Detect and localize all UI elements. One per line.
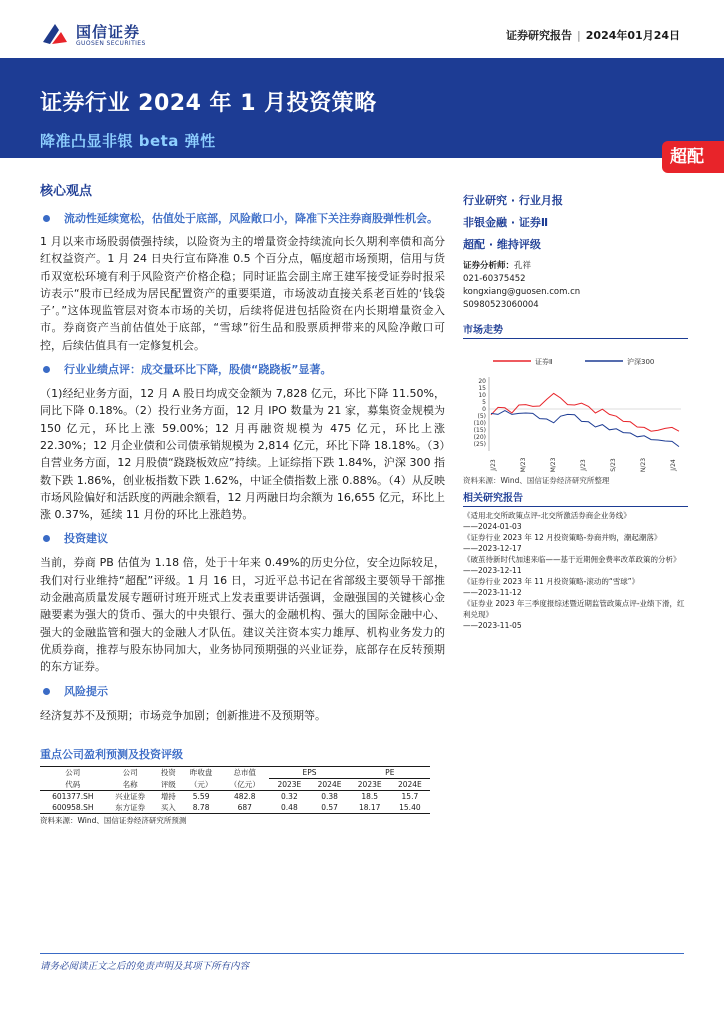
table-cell: 18.5 — [361, 792, 379, 801]
table-cell: 600958.SH — [40, 802, 106, 814]
table-cell: 15.40 — [390, 802, 430, 814]
table-header-cell: 名称 — [106, 779, 155, 791]
table-cell: 601377.SH — [52, 792, 94, 801]
y-tick-label: 0 — [482, 406, 486, 413]
table-cell: 0.32 — [281, 792, 298, 801]
top-bar — [0, 0, 724, 58]
table-header-cell: 2024E — [309, 779, 349, 791]
table-cell: 482.8 — [234, 792, 256, 801]
paragraph-advice: 当前，券商 PB 估值为 1.18 倍，处于十年来 0.49%的历史分位，安全边际较足，我们对行业维持“超配”评级。1 月 16 日，习近平总书记在省部级主要领导干部推动金融高质量发展专题研讨班开班式上发表重要讲话强调，金融强国的关键核心金融要素为强大的货币、强大的中央银行、强大的金融机构、强大的国际金融中心、强大的金融监管和强大的金融人才队伍。建议关注资本实力雄厚、机构业务发力的优质券商，推荐与股东协同加大，业务协同预期强的兴业证券，底部存在反转预期的东方证券。 — [40, 556, 445, 674]
related-reports-title: 相关研究报告 — [463, 493, 523, 504]
analyst-license: S0980523060004 — [463, 300, 539, 310]
report-date: 2024年01月24日 — [585, 29, 680, 42]
table-cell: 0.48 — [269, 802, 309, 814]
table-cell: 8.78 — [182, 802, 220, 814]
related-report-item[interactable]: 《破茧待新时代加速来临——基于近期佣金费率改革政策的分析》 ——2023-12-11 — [463, 555, 681, 575]
table-header-cell: 2023E — [269, 779, 309, 791]
table-header-cell: （元） — [182, 779, 220, 791]
table-header-cell: 2024E — [390, 779, 430, 791]
market-trend-title: 市场走势 — [463, 325, 503, 336]
related-reports-rule — [463, 506, 688, 507]
table-cell: 兴业证券 — [115, 792, 146, 801]
x-tick-label: M/23 — [520, 457, 527, 473]
table-cell: 0.38 — [321, 792, 338, 801]
paragraph-risk: 经济复苏不及预期；市场竞争加剧；创新推进不及预期等。 — [40, 708, 326, 722]
logo-english: GUOSEN SECURITIES — [76, 40, 146, 47]
bullet-dot-icon — [43, 215, 50, 222]
y-tick-label: 20 — [478, 378, 486, 385]
x-tick-label: N/23 — [640, 457, 647, 473]
related-report-item[interactable]: 《证券业 2023 年三季度报综述暨近期监管政策点评-业绩下滑，红利兑现》 ——2023-11-05 — [463, 599, 685, 630]
x-tick-label: S/23 — [610, 458, 617, 472]
sidebar — [463, 190, 688, 631]
y-tick-label: 5 — [482, 399, 486, 406]
table-cell: 5.59 — [192, 792, 210, 801]
y-tick-label: (10) — [473, 420, 486, 427]
tag-sector: 非银金融 · 证券Ⅱ — [463, 216, 549, 229]
table-cell: 15.7 — [401, 792, 419, 801]
y-tick-label: (5) — [477, 413, 486, 420]
bullet-heading-liquidity: 流动性延续宽松，估值处于底部，风险敞口小，降准下关注券商股弹性机会。 — [40, 210, 445, 227]
table-row — [40, 791, 430, 803]
logo-chinese: 国信证券 — [76, 23, 141, 41]
market-trend-chart — [463, 343, 688, 473]
series-line — [491, 411, 679, 447]
forecast-table — [40, 766, 430, 814]
y-tick-label: 10 — [478, 392, 486, 399]
bullet-dot-icon — [43, 535, 50, 542]
analyst-email[interactable]: kongxiang@guosen.com.cn — [463, 287, 581, 297]
x-tick-label: M/23 — [550, 457, 557, 473]
bullet-heading-advice: 投资建议 — [40, 530, 445, 547]
forecast-table-title: 重点公司盈利预测及投资评级 — [40, 748, 183, 761]
core-views — [40, 180, 445, 724]
table-header-cell: 公司 — [106, 767, 155, 779]
bullet-dot-icon — [43, 688, 50, 695]
table-header-cell: 公司 — [40, 767, 106, 779]
table-header-eps: EPS — [269, 767, 349, 779]
table-cell: 买入 — [155, 802, 182, 814]
rating-badge: 超配 — [662, 141, 724, 173]
table-header-row — [40, 779, 430, 791]
bullet-dot-icon — [43, 366, 50, 373]
related-report-item[interactable]: 《适用北交所政策点评-北交所激活券商企业务线》 ——2024-01-03 — [463, 511, 631, 531]
table-header-cell: 昨收盘 — [182, 767, 220, 779]
x-tick-label: J/23 — [490, 459, 497, 471]
series-line — [491, 393, 679, 431]
title-banner — [0, 58, 724, 167]
analyst-block — [463, 260, 688, 312]
table-cell: 增持 — [160, 792, 176, 801]
related-reports-list — [463, 510, 688, 631]
market-trend-rule — [463, 338, 688, 339]
table-cell: 687 — [220, 802, 269, 814]
tag-rating: 超配 · 维持评级 — [463, 238, 541, 251]
paragraph-liquidity: 1 月以来市场股弱债强持续，以险资为主的增量资金持续流向长久期利率债和高分红权益资产。1 月 24 日央行宣布降准 0.5 个百分点，幅度超市场预期，信用与货币双宽松环境有利于风险资产价格企稳；同时证监会副主席王建军接受证券时报采访表示“股市已经成为居民配置资产的重要渠道，市场波动直接关系老百姓的‘钱袋子’。”这体现监管层对资本市场的关切，后续将促进包括险资在内长期增量资金入市。券商资产当前估值处于底部，“雪球”衍生品和股票质押带来的风险净敞口可控，后续估值具有一定修复机会。 — [40, 235, 445, 352]
bullet-heading-performance: 行业业绩点评：成交量环比下降，股债“跷跷板”显著。 — [40, 361, 445, 378]
table-header-cell: 投资 — [155, 767, 182, 779]
table-header-cell: 总市值 — [220, 767, 269, 779]
y-tick-label: (25) — [473, 441, 486, 448]
table-cell: 18.17 — [350, 802, 390, 814]
x-tick-label: J/24 — [670, 459, 677, 471]
meta-separator: | — [577, 29, 581, 42]
chart-source: 资料来源：Wind、国信证券经济研究所整理 — [463, 476, 610, 485]
analyst-phone: 021-60375452 — [463, 274, 526, 284]
y-tick-label: (15) — [473, 427, 486, 434]
core-views-title: 核心观点 — [40, 184, 93, 199]
report-subtitle: 降准凸显非银 beta 弹性 — [40, 132, 216, 150]
guosen-logo-mark-icon — [40, 20, 70, 50]
paragraph-performance: （1)经纪业务方面，12 月 A 股日均成交金额为 7,828 亿元，环比下降 11.50%，同比下降 0.18%。（2）投行业务方面，12 月 IPO 数量为 21 家，募集资金规模为 150 亿元，环比上涨 59.00%；12 月再融资规模为 475 亿元，环比上涨 22.30%；12 月企业债和公司债承销规模为 2,814 亿元，环比下降 18.18%。（3）自营业务方面，12 月股债“跷跷板效应”持续。上证综指下跌 1.84%，沪深 300 指数下跌 1.86%，创业板指数下跌 1.62%，中证全债指数上涨 0.88%。（4）从反映市场风险偏好和活跃度的两融余额看，12 月两融日均余额为 16,655 亿元，环比上涨 0.37%，延续 11 月份的环比上涨趋势。 — [40, 387, 445, 522]
x-tick-label: J/23 — [580, 459, 587, 471]
y-tick-label: 15 — [478, 385, 486, 392]
legend-label: 沪深300 — [627, 358, 655, 366]
table-header-pe: PE — [350, 767, 430, 779]
report-title: 证券行业 2024 年 1 月投资策略 — [40, 91, 377, 116]
table-header-cell: （亿元） — [220, 779, 269, 791]
guosen-logo — [40, 20, 180, 50]
legend-label: 证券Ⅱ — [535, 358, 553, 366]
disclaimer-footer: 请务必阅读正文之后的免责声明及其项下所有内容 — [40, 961, 250, 972]
report-meta — [506, 27, 680, 43]
analyst-line: 证券分析师：孔祥 — [463, 261, 532, 271]
bullet-heading-risk: 风险提示 — [40, 683, 445, 700]
related-report-item[interactable]: 《证券行业 2023 年 12 月投资策略-券商并购，潮起潮落》 ——2023-12-17 — [463, 533, 662, 553]
footer-rule — [40, 953, 684, 954]
table-header-cell: 2023E — [350, 779, 390, 791]
y-tick-label: (20) — [473, 434, 486, 441]
table-cell: 0.57 — [309, 802, 349, 814]
table-row — [40, 802, 430, 814]
table-header-cell: 评级 — [155, 779, 182, 791]
table-header-row — [40, 767, 430, 779]
related-report-item[interactable]: 《证券行业 2023 年 11 月投资策略-滚动的“雪球”》 ——2023-11-12 — [463, 577, 640, 597]
tag-industry-research: 行业研究 · 行业月报 — [463, 194, 563, 207]
table-source-note: 资料来源：Wind、国信证券经济研究所预测 — [40, 816, 187, 825]
report-type: 证券研究报告 — [506, 29, 573, 42]
table-cell: 东方证券 — [106, 802, 155, 814]
table-header-cell: 代码 — [40, 779, 106, 791]
